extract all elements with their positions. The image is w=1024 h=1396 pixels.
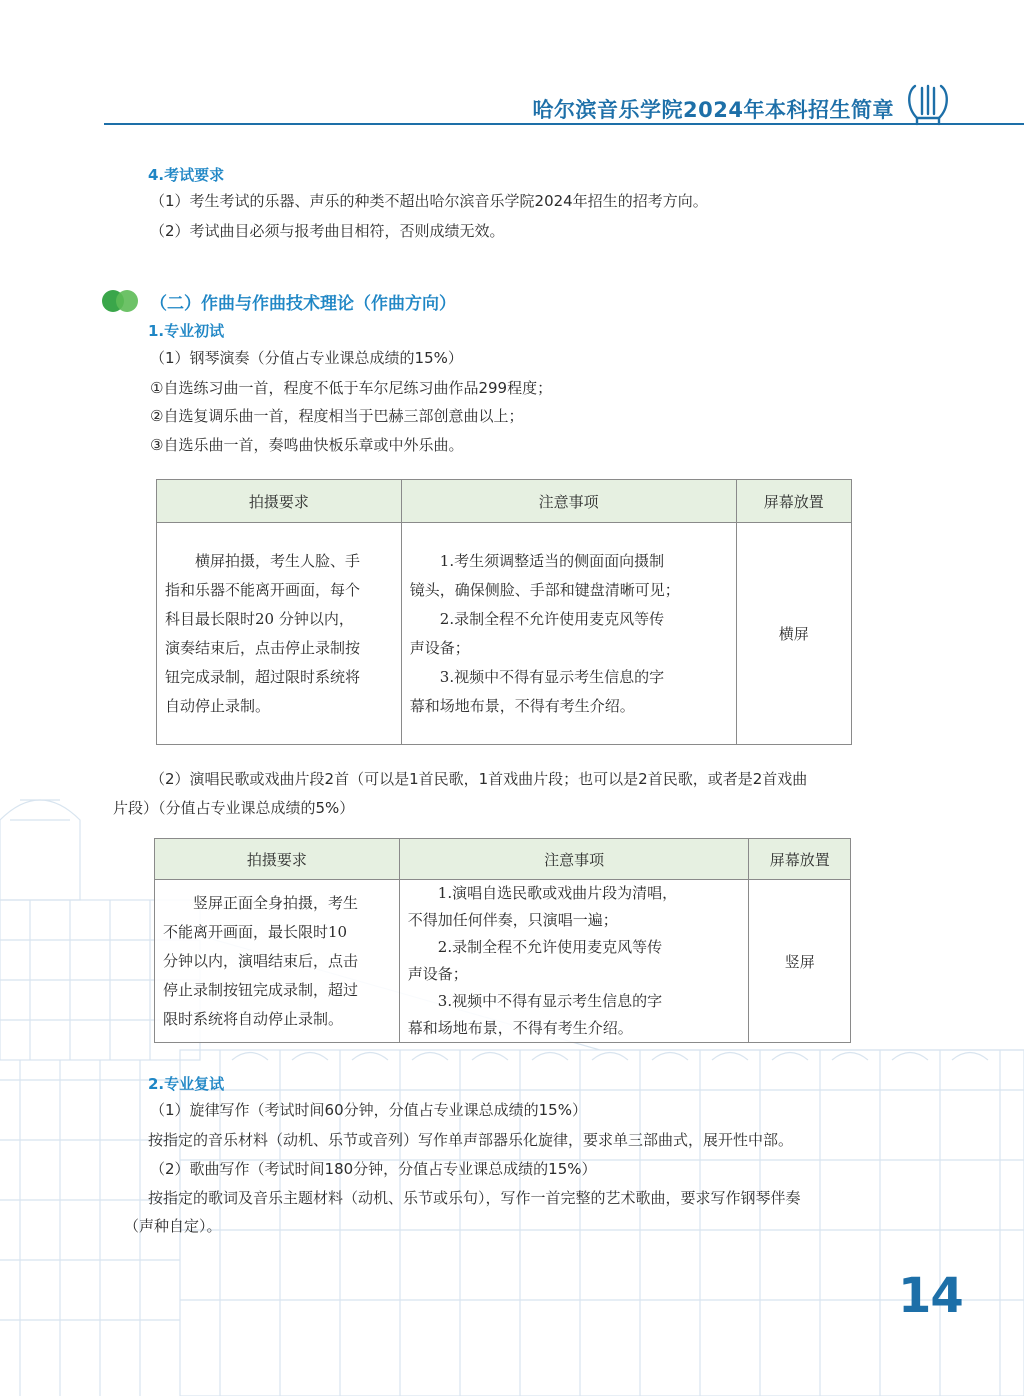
- piano-requirements-table: [156, 479, 852, 745]
- cell-text-line: 1.演唱自选民歌或戏曲片段为清唱，: [437, 884, 678, 902]
- retest-heading: 2.专业复试: [148, 1075, 225, 1093]
- cell-text-line: 科目最长限时20 分钟以内，: [165, 609, 354, 628]
- singing-requirements-table: [154, 838, 851, 1043]
- piano-item: ②自选复调乐曲一首，程度相当于巴赫三部创意曲以上；: [150, 407, 524, 425]
- brochure-title: 哈尔滨音乐学院2024年本科招生简章: [532, 98, 894, 122]
- cell-text-line: 3.视频中不得有显示考生信息的字: [439, 667, 665, 686]
- cell-text-line: 不能离开画面，最长限时10: [163, 922, 348, 941]
- notes-cell: [401, 523, 736, 745]
- piano-item: ①自选练习曲一首，程度不低于车尔尼练习曲作品299程度；: [150, 379, 553, 397]
- cell-text-line: 3.视频中不得有显示考生信息的字: [437, 992, 663, 1010]
- page-number: 14: [898, 1268, 963, 1324]
- cell-text-line: 2.录制全程不允许使用麦克风等传: [439, 609, 665, 628]
- cell-text-line: 演奏结束后，点击停止录制按: [165, 638, 361, 657]
- cell-text-line: 自动停止录制。: [165, 696, 271, 715]
- table-header-shooting: 拍摄要求: [157, 480, 402, 523]
- singing-title-line: （2）演唱民歌或戏曲片段2首（可以是1首民歌，1首戏曲片段；也可以是2首民歌，或者是2首戏曲: [150, 770, 808, 788]
- table-header-notes: 注意事项: [399, 839, 749, 880]
- cell-text-line: 不得加任何伴奏，只演唱一遍；: [407, 911, 618, 929]
- header-divider: [104, 123, 1024, 125]
- song-description: （声种自定）。: [124, 1217, 222, 1235]
- notes-cell: [399, 880, 749, 1043]
- cell-text-line: 镜头，确保侧脸、手部和键盘清晰可见；: [409, 580, 680, 599]
- cell-text-line: 钮完成录制，超过限时系统将: [165, 667, 361, 686]
- piano-title: （1）钢琴演奏（分值占专业课总成绩的15%）: [150, 349, 463, 367]
- cell-text-line: 声设备；: [409, 638, 470, 657]
- table-header-screen: 屏幕放置: [736, 480, 852, 523]
- exam-requirement-item: （2）考试曲目必须与报考曲目相符，否则成绩无效。: [150, 222, 505, 240]
- cell-text-line: 2.录制全程不允许使用麦克风等传: [437, 938, 663, 956]
- melody-title: （1）旋律写作（考试时间60分钟，分值占专业课总成绩的15%）: [150, 1101, 587, 1119]
- cell-text-line: 限时系统将自动停止录制。: [163, 1009, 344, 1028]
- song-title: （2）歌曲写作（考试时间180分钟，分值占专业课总成绩的15%）: [150, 1160, 597, 1178]
- shooting-requirements-cell: [157, 523, 402, 745]
- cell-text-line: 指和乐器不能离开画面，每个: [165, 580, 361, 599]
- piano-item: ③自选乐曲一首，奏鸣曲快板乐章或中外乐曲。: [150, 436, 464, 454]
- song-description: 按指定的歌词及音乐主题材料（动机、乐节或乐句），写作一首完整的艺术歌曲，要求写作钢琴伴奏: [148, 1189, 801, 1207]
- prelim-heading: 1.专业初试: [148, 322, 225, 340]
- screen-placement-cell: 横屏: [736, 523, 852, 745]
- singing-title-line: 片段）（分值占专业课总成绩的5%）: [113, 799, 355, 817]
- cell-text-line: 1.考生须调整适当的侧面面向摄制: [439, 551, 665, 570]
- exam-requirements-heading: 4.考试要求: [148, 166, 225, 184]
- cell-text-line: 幕和场地布景，不得有考生介绍。: [407, 1019, 633, 1037]
- shooting-requirements-cell: [155, 880, 400, 1043]
- cell-text-line: 声设备；: [407, 965, 468, 983]
- table-header-screen: 屏幕放置: [749, 839, 851, 880]
- cell-text-line: 横屏拍摄，考生人脸、手: [195, 551, 361, 570]
- cell-text-line: 停止录制按钮完成录制，超过: [163, 980, 359, 999]
- melody-description: 按指定的音乐材料（动机、乐节或音列）写作单声部器乐化旋律，要求单三部曲式，展开性中部。: [148, 1131, 794, 1149]
- table-header-notes: 注意事项: [401, 480, 736, 523]
- lyre-logo-icon: [905, 78, 951, 126]
- section-dots-icon: [100, 288, 142, 314]
- exam-requirement-item: （1）考生考试的乐器、声乐的种类不超出哈尔滨音乐学院2024年招生的招考方向。: [150, 192, 708, 210]
- screen-placement-cell: 竖屏: [749, 880, 851, 1043]
- cell-text-line: 分钟以内，演唱结束后，点击: [163, 951, 359, 970]
- cell-text-line: 幕和场地布景，不得有考生介绍。: [409, 696, 635, 715]
- section-title: （二）作曲与作曲技术理论（作曲方向）: [150, 294, 456, 314]
- table-header-shooting: 拍摄要求: [155, 839, 400, 880]
- cell-text-line: 竖屏正面全身拍摄，考生: [193, 893, 359, 912]
